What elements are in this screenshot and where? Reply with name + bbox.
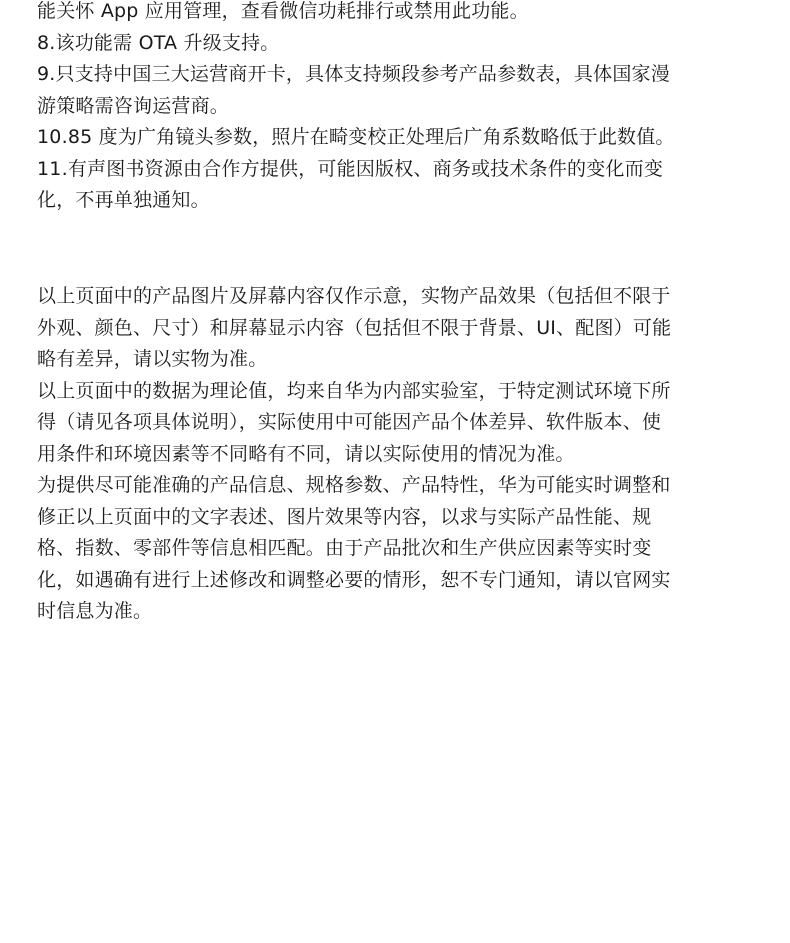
disclaimer-line: 化，如遇确有进行上述修改和调整必要的情形，恕不专门通知，请以官网实 xyxy=(37,568,671,591)
disclaimer-line: 外观、颜色、尺寸）和屏幕显示内容（包括但不限于背景、UI、配图）可能 xyxy=(37,316,672,339)
footnote-line: 能关怀 App 应用管理，查看微信功耗排行或禁用此功能。 xyxy=(37,0,529,22)
footnote-line: 11.有声图书资源由合作方提供，可能因版权、商务或技术条件的变化而变 xyxy=(37,157,664,180)
disclaimer-section xyxy=(37,281,753,628)
disclaimer-line: 格、指数、零部件等信息相匹配。由于产品批次和生产供应因素等实时变 xyxy=(37,537,652,559)
footnotes-section xyxy=(37,0,753,217)
footnote-line: 化，不再单独通知。 xyxy=(37,189,210,211)
footnote-line: 9.只支持中国三大运营商开卡，具体支持频段参考产品参数表，具体国家漫 xyxy=(37,63,670,85)
disclaimer-line: 用条件和环境因素等不同略有不同，请以实际使用的情况为准。 xyxy=(37,442,575,465)
disclaimer-line: 以上页面中的产品图片及屏幕内容仅作示意，实物产品效果（包括但不限于 xyxy=(37,285,671,307)
footnote-line: 10.85 度为广角镜头参数，照片在畸变校正处理后广角系数略低于此数值。 xyxy=(37,126,675,148)
disclaimer-line: 略有差异，请以实物为准。 xyxy=(37,348,268,370)
footnote-line: 游策略需咨询运营商。 xyxy=(37,94,230,117)
disclaimer-line: 以上页面中的数据为理论值，均来自华为内部实验室，于特定测试环境下所 xyxy=(37,379,671,402)
disclaimer-line: 修正以上页面中的文字表述、图片效果等内容，以求与实际产品性能、规 xyxy=(37,505,652,528)
disclaimer-line: 时信息为准。 xyxy=(37,600,153,622)
footnote-line: 8.该功能需 OTA 升级支持。 xyxy=(37,31,280,54)
disclaimer-line: 得（请见各项具体说明），实际使用中可能因产品个体差异、软件版本、使 xyxy=(37,411,662,433)
disclaimer-line: 为提供尽可能准确的产品信息、规格参数、产品特性，华为可能实时调整和 xyxy=(37,474,671,496)
